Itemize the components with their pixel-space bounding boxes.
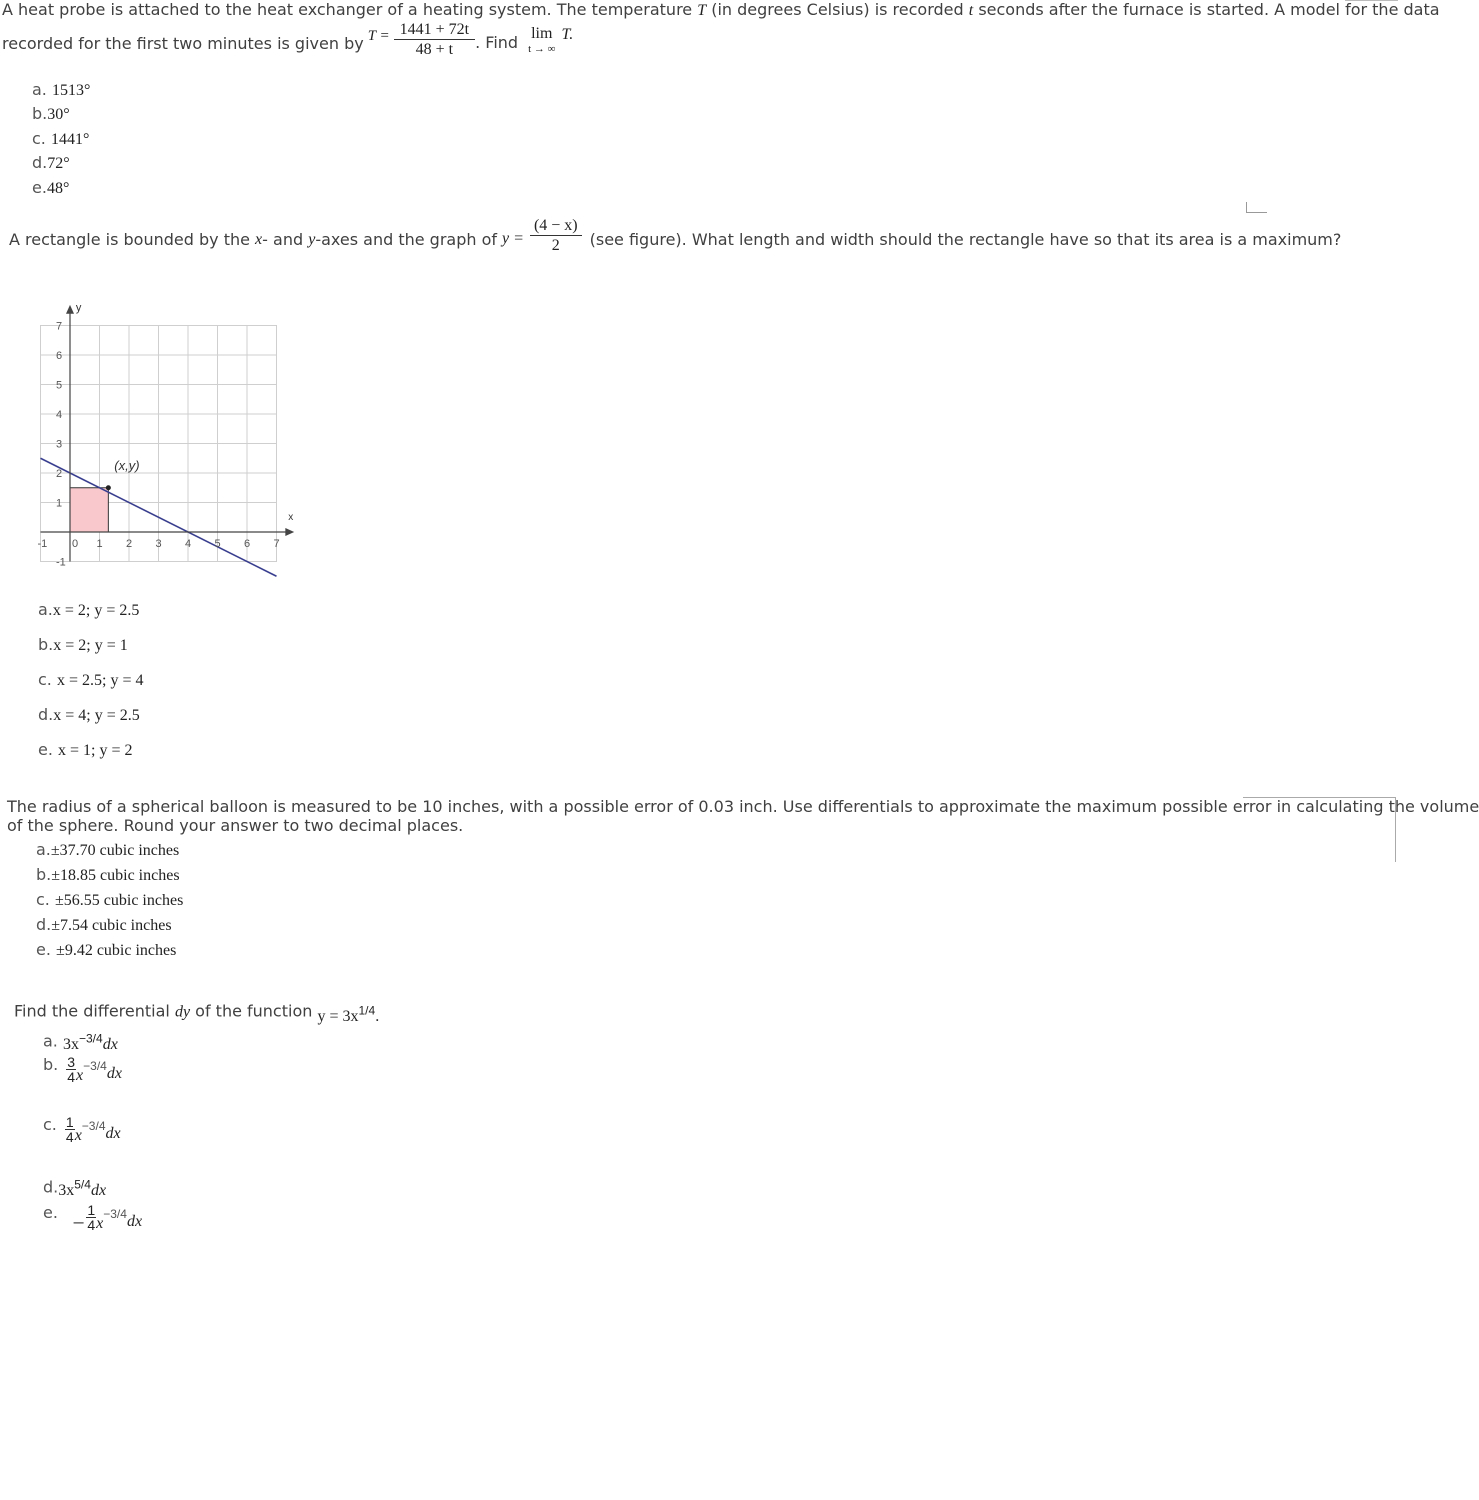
q2-option-c[interactable]: c. x = 2.5; y = 4 [38,670,144,689]
y-tick-label: 2 [56,468,63,480]
x-tick-label: 4 [185,538,192,550]
x-tick-label: 2 [126,538,133,550]
q1-equation-fraction: $\frac{1441 + 72t}{48 + t}$ [394,20,475,59]
q3-option-d[interactable]: d.±7.54 cubic inches [36,915,172,934]
y-axis-label: y [75,301,82,314]
q3-option-c[interactable]: c. ±56.55 cubic inches [36,890,184,909]
q4-option-a[interactable]: a. $3x^{-3/4}dx$ [43,1031,118,1054]
figure-svg [30,301,300,572]
q1-var-T: T [697,2,707,19]
q1-option-e[interactable]: e.48° [32,178,70,197]
x-axis-arrow-icon [285,528,294,536]
x-axis-label: x [288,512,294,524]
x-tick-label: 3 [155,538,162,550]
x-tick-label: 6 [244,538,251,550]
q1-option-d[interactable]: d.72° [32,153,70,172]
point-label: (x,y) [114,458,140,474]
q4-b-fraction: $\frac{3}{4}$ [67,1054,76,1085]
q2-equation-fraction: $\frac{(4 - x)}{2}$ [530,216,582,255]
q1-var-t: t [968,2,974,19]
q4-e-fraction: $\frac{1}{4}$ [87,1202,96,1233]
shaded-rectangle [70,488,108,532]
q4-stem: Find the differential dy of the function $y = 3x^{1/4}$. [14,1001,380,1026]
rectangle-figure [30,301,300,572]
x-tick-label: 5 [214,538,221,550]
corner-mark [1246,202,1267,213]
x-tick-label: 7 [273,538,280,550]
q1-option-a[interactable]: a. 1513° [32,80,91,99]
q3-stem-line1: The radius of a spherical balloon is measured to be 10 inches, with a possible error of 0.03 inch. Use differentials to approximate the maximum possible error in calculating the volume [7,797,1479,816]
q4-c-fraction: $\frac{1}{4}$ [65,1114,74,1145]
x-tick-label: -1 [37,538,48,550]
q1-stem-line1: A heat probe is attached to the heat exchanger of a heating system. The temperature T (in degrees Celsius) is recorded t seconds after the furnace is started. A model for the data [2,0,1440,19]
y-tick-label: 4 [56,409,63,421]
q2-stem: A rectangle is bounded by the x - and y -axes and the graph of y = $\frac{(4 - x)}{2}$ (see figure). What length and width should the rectangle have so that its area is a maximum? [9,217,1342,254]
top-right-rule [1345,0,1398,1]
y-tick-label: 5 [56,379,63,392]
q1-option-b[interactable]: b.30° [32,104,70,123]
q2-option-a[interactable]: a.x = 2; y = 2.5 [38,600,140,619]
point-xy [106,485,111,490]
q2-option-b[interactable]: b.x = 2; y = 1 [38,635,128,654]
y-tick-label: -1 [56,556,66,569]
q4-option-d[interactable]: $d.3x^{5/4}dx$ [43,1177,107,1200]
x-tick-label: 1 [96,538,103,550]
q4-option-b[interactable]: b. $\frac{3}{4}$ x $^{-3/4}$ dx [43,1054,122,1085]
q1-stem-line2: recorded for the first two minutes is given by T = $\frac{1441 + 72t}{48 + t}$ . Find lim t → ∞ T. [2,21,574,58]
q2-option-e[interactable]: e. x = 1; y = 2 [38,740,133,759]
y-tick-label: 3 [56,438,63,451]
q3-stem-line2: of the sphere. Round your answer to two decimal places. [7,816,464,835]
q4-equation: $y = 3x^{1/4}$. [317,1004,380,1026]
y-tick-label: 6 [56,350,63,362]
q1-eq-lhs: T = [367,28,390,44]
q2-option-d[interactable]: d.x = 4; y = 2.5 [38,705,140,724]
y-axis-arrow-icon [66,305,74,314]
q4-option-e[interactable]: e. − $\frac{1}{4}$ x $^{-3/4}$ dx [43,1202,143,1233]
q3-option-b[interactable]: b.±18.85 cubic inches [36,865,180,884]
q4-option-c[interactable]: c. $\frac{1}{4}$ x $^{-3/4}$ dx [43,1114,121,1145]
x-tick-label: 0 [72,538,79,550]
y-tick-label: 7 [56,320,63,333]
q3-option-e[interactable]: e. ±9.42 cubic inches [36,940,177,959]
y-tick-label: 1 [56,497,63,510]
q1-limit: lim t → ∞ [528,24,556,55]
q1-option-c[interactable]: c. 1441° [32,129,90,148]
q3-option-a[interactable]: a.±37.70 cubic inches [36,840,180,859]
